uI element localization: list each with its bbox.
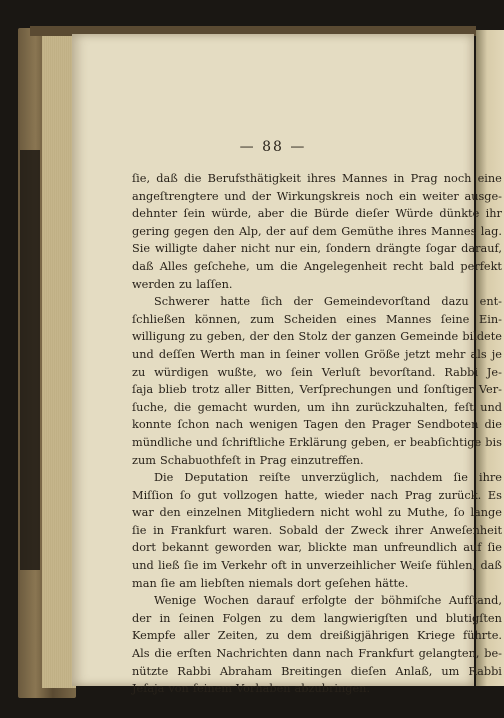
word: Mannes [342,172,388,185]
word: Stolz [298,330,328,344]
word: dort [132,541,156,555]
word: ausge- [464,189,502,203]
text-line [132,381,502,399]
word: Abraham [219,664,273,678]
word: aller [183,629,210,643]
word: ſeinem [192,682,232,696]
word: in [269,347,281,361]
word: erfolgte [301,594,347,608]
word: Würde [395,207,434,221]
word: den [159,506,181,520]
word: reiſte [259,471,291,485]
word: geſehen [324,576,371,590]
text-line [132,328,502,346]
word: von [168,682,189,696]
word: Mannes [431,224,477,238]
word: und [480,400,502,414]
word: im [202,559,218,573]
word: ſie [132,523,147,537]
word: perfekt [460,259,502,273]
word: nur [274,242,295,256]
word: zu [388,506,402,520]
word: Prager [371,418,411,432]
word: laſſen. [196,277,233,291]
word: nützte [132,664,169,678]
word: um [255,259,274,273]
word: ſondern [325,242,371,256]
word: zu [265,629,280,643]
word: vollen [324,347,360,361]
word: können, [194,312,241,326]
word: dreißigjährigen [319,629,409,643]
text-line [132,311,502,329]
word: Größe [364,347,400,361]
word: dem [290,611,316,625]
word: den [273,330,295,344]
word: ſogar [425,242,457,256]
word: Verluſt [321,365,361,379]
word: wußte, [217,365,257,379]
word: würdigen [154,365,209,379]
word: Kriege [416,629,456,643]
word: Rabbi [177,664,211,678]
text-line [132,399,502,417]
word: wenigen [249,418,298,432]
word: gegen [173,224,209,238]
word: vollzogen [223,488,278,502]
word: niemals [248,576,293,590]
word: jetzt [404,347,431,361]
word: die [280,259,298,273]
word: unfreundlich [383,541,458,555]
word: und [415,611,438,625]
word: hatte [220,295,251,309]
word: nach [215,418,244,432]
word: ſchon [177,418,210,432]
word: dehnter [132,207,178,221]
word: noch [365,189,394,203]
word: geben, [206,330,246,344]
word: Prag [404,488,432,502]
word: ein, [299,242,321,256]
word: Kempfe [132,629,176,643]
word: nach [325,647,354,661]
word: Sendboten [416,418,479,432]
word: gut [197,488,217,502]
word: ein [398,189,417,203]
word: recht [392,259,424,273]
word: Frankfurt [358,647,414,661]
word: die [290,207,308,221]
page-edges [42,34,76,688]
word: blutigſten [445,611,502,625]
word: ihr [485,207,502,221]
word: zurück. [438,488,482,502]
word: dünkte [439,207,480,221]
word: zu [178,277,193,291]
text-line [132,452,502,470]
word: der [293,295,313,309]
word: der [324,523,345,537]
word: Ver- [478,383,502,397]
word: in [291,559,302,573]
word: dazu [441,295,469,309]
word: Zeiten, [217,629,258,643]
text-line [132,276,502,294]
word: nicht [320,506,350,520]
word: wo [265,365,283,379]
word: bekannt [162,541,209,555]
word: nicht [240,242,270,256]
word: Anweſenheit [429,523,502,537]
word: Frankfurt [170,523,227,537]
word: drängte [375,242,421,256]
word: Aufſtand, [448,594,502,608]
word: bevorſtand. [369,365,436,379]
word: Gemeinde [400,330,459,344]
word: als [470,347,487,361]
word: Wenige [154,594,197,608]
word: Vorhaben [236,682,291,696]
word: fühlen, [436,559,477,573]
word: Schwerer [154,295,210,309]
word: Jeſaja [132,682,165,696]
word: ſich [261,295,283,309]
word: Miſſion [132,488,174,502]
text-line [132,592,502,610]
word: lag. [480,224,502,238]
word: blieb [158,383,187,397]
word: angeſtrengtere [132,189,219,203]
word: Sobald [278,523,319,537]
text-line [132,188,502,206]
word: Gemeindevorſtand [323,295,431,309]
page-text [132,170,502,698]
word: Angelegenheit [303,259,387,273]
word: mündliche [132,435,193,449]
word: ganzen [354,330,397,344]
word: Je- [486,365,502,379]
word: Folgen [222,611,262,625]
word: Bitten, [255,383,295,397]
word: ſchließen [132,312,186,326]
word: daß [480,559,502,573]
word: wohl [355,506,383,520]
word: Rabbi [468,664,502,678]
word: bald [429,259,455,273]
word: zu [269,611,283,625]
word: be- [484,647,502,661]
word: Es [487,488,502,502]
word: um [306,400,325,414]
word: geworden [214,541,272,555]
word: zum [132,453,156,467]
text-line [132,487,502,505]
word: ſein [183,207,206,221]
word: ihrer [394,523,424,537]
word: daher [202,242,236,256]
word: Alp, [238,224,262,238]
word: Prag [410,172,438,185]
word: dem [312,224,337,238]
word: ſuche, [132,400,168,414]
word: man [132,576,157,590]
word: Nachrichten [216,647,288,661]
word: er [393,435,406,449]
text-line [132,680,502,698]
word: ſeiner [285,347,320,361]
word: war [132,506,154,520]
word: würde, [211,207,252,221]
word: zurückzuhalten, [355,400,448,414]
word: ihn [331,400,350,414]
word: daß [156,172,178,185]
text-line [132,539,502,557]
word: gering [132,224,170,238]
word: Wochen [203,594,249,608]
word: Ein- [479,312,502,326]
word: ſo [453,506,465,520]
word: beabſichtige [409,435,482,449]
word: ſie [160,576,176,590]
word: nachdem [390,471,443,485]
word: und [224,189,247,203]
text-line [132,575,502,593]
word: Muthe, [407,506,449,520]
word: hätte. [374,576,409,590]
word: unverzeihlicher [306,559,396,573]
word: hatte, [284,488,318,502]
text-line [132,610,502,628]
word: dem [287,629,312,643]
word: Prag [259,453,287,467]
word: unverzüglich, [301,471,380,485]
word: konnte [132,418,172,432]
word: Werth [200,347,235,361]
word: trotz [191,383,220,397]
text-line [132,364,502,382]
word: gemacht [197,400,248,414]
word: der [132,611,152,625]
word: Verkehr [221,559,267,573]
word: Tagen [303,418,339,432]
word: Bürde [313,207,349,221]
word: man [240,347,265,361]
text-line [132,223,502,241]
text-line [132,434,502,452]
word: ihre [478,471,502,485]
word: ließ [158,559,180,573]
word: Als [132,647,150,661]
word: daß [132,259,154,273]
word: geſchehe, [193,259,250,273]
word: zum [250,312,275,326]
word: einzelnen [186,506,242,520]
word: gelangten, [418,647,480,661]
text-line [132,469,502,487]
word: Mitgliedern [247,506,315,520]
word: Berufsthätigkeit [207,172,301,185]
word: in [393,172,405,185]
word: willigte [155,242,198,256]
word: ihres [397,224,427,238]
word: die [173,400,192,414]
word: Scheiden [283,312,337,326]
word: ſeine [440,312,470,326]
word: wurden, [253,400,301,414]
word: deſſen [158,347,196,361]
text-line [132,205,502,223]
word: ihres [307,172,336,185]
word: der [354,594,374,608]
word: der [265,224,286,238]
word: ſchriftliche [221,435,285,449]
word: zu [189,330,203,344]
word: ſie [487,541,502,555]
word: man [352,541,378,555]
word: auf [463,541,482,555]
word: bildete [462,330,502,344]
word: noch [443,172,472,185]
word: werden [132,277,175,291]
word: langwierigſten [323,611,408,625]
page-number: — 88 — [239,139,307,155]
word: Anlaß, [395,664,433,678]
word: der [331,330,351,344]
word: dieſen [350,664,387,678]
word: waren. [232,523,273,537]
text-line [132,240,502,258]
word: Schabuothfeſt [159,453,241,467]
word: Breitingen [281,664,342,678]
word: liebſten [200,576,245,590]
word: den [213,224,235,238]
word: den [344,418,366,432]
word: mehr [435,347,466,361]
word: ſaja [132,383,154,397]
word: Sie [132,242,151,256]
word: dort [296,576,321,590]
word: ſie, [132,172,151,185]
word: Die [154,471,174,485]
word: ſeinen [178,611,215,625]
word: aber [257,207,284,221]
word: am [179,576,197,590]
text-line [132,293,502,311]
word: darauf, [461,242,502,256]
word: zu [132,365,146,379]
word: die [484,418,502,432]
word: der [249,330,269,344]
text-line [132,627,502,645]
text-line [132,522,502,540]
word: führte. [463,629,502,643]
word: dann [292,647,322,661]
word: auf [289,224,308,238]
word: und [396,383,419,397]
word: böhmiſche [381,594,442,608]
word: lange [470,506,502,520]
word: eine [477,172,502,185]
word: erſten [176,647,212,661]
word: Mannes [385,312,432,326]
word: dieſer [355,207,389,221]
word: ſie [453,471,468,485]
word: ent- [479,295,502,309]
word: in [159,611,171,625]
word: der [251,189,272,203]
word: und [132,347,154,361]
word: einzutreffen. [290,453,364,467]
word: Erklärung [288,435,347,449]
word: und [196,435,218,449]
word: oft [271,559,287,573]
word: die [183,172,202,185]
word: wieder [324,488,364,502]
word: ſonſtiger [423,383,474,397]
book-page [72,34,502,696]
word: darauf [256,594,295,608]
word: in [244,453,256,467]
word: ſo [179,488,191,502]
text-line [132,416,502,434]
word: um [441,664,460,678]
word: nach [370,488,399,502]
word: ſein [291,365,313,379]
word: Alles [159,259,188,273]
cover-shadow [20,150,40,570]
word: blickte [307,541,347,555]
word: bis [485,435,502,449]
text-line [132,663,502,681]
word: feſt [454,400,474,414]
word: und [132,559,154,573]
word: Rabbi [444,365,478,379]
word: abzubringen. [294,682,371,696]
text-line [132,645,502,663]
word: war, [277,541,302,555]
word: Wirkungskreis [276,189,360,203]
text-line [132,170,502,188]
word: aller [224,383,251,397]
word: geben, [351,435,390,449]
word: willigung [132,330,186,344]
word: weiter [422,189,459,203]
word: je [491,347,502,361]
word: Deputation [184,471,249,485]
text-line [132,504,502,522]
word: Weiſe [400,559,432,573]
text-line [132,258,502,276]
word: eines [346,312,377,326]
word: in [153,523,165,537]
word: Gemüthe [341,224,394,238]
word: ſie [183,559,199,573]
word: Zweck [350,523,389,537]
word: Verſprechungen [299,383,392,397]
word: die [154,647,172,661]
text-line [132,557,502,575]
text-line [132,346,502,364]
